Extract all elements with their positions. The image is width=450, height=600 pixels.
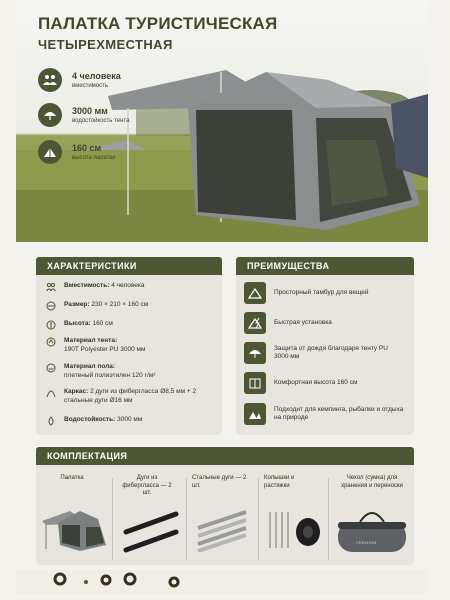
characteristics-card xyxy=(36,275,222,435)
char-value: 190T Polyester PU 3000 мм xyxy=(64,345,146,353)
spec-height-value: 160 см xyxy=(72,143,102,153)
fiberglass-poles-image xyxy=(120,510,182,554)
people-icon xyxy=(38,68,62,92)
char-row-height xyxy=(46,320,113,330)
adv-row-camping xyxy=(244,403,409,425)
product-title-line1: ПАЛАТКА ТУРИСТИЧЕСКАЯ xyxy=(38,14,278,33)
char-value: 4 человека xyxy=(111,282,145,289)
char-label: Материал пола: xyxy=(64,363,116,370)
spec-waterproof-value: 3000 мм xyxy=(72,106,108,116)
tent-height-icon xyxy=(38,140,62,164)
frame-icon xyxy=(46,388,56,398)
char-value: плетеный полиэтилен 120 г/м² xyxy=(64,371,156,379)
adv-text: Комфортная высота 160 см xyxy=(274,378,358,386)
adv-row-quick xyxy=(244,312,332,334)
adv-text: Подходит для кемпинга, рыбалки и отдыха на природе xyxy=(274,405,404,421)
steel-poles-image xyxy=(194,508,252,552)
kit-label: Стальные дуги — 2 шт. xyxy=(192,475,247,489)
kit-header: КОМПЛЕКТАЦИЯ xyxy=(36,447,414,465)
tent-vestibule-icon xyxy=(244,282,266,304)
char-row-waterproof xyxy=(46,416,142,426)
adv-row-rain xyxy=(244,342,404,364)
spec-waterproof xyxy=(38,103,129,127)
adv-row-vestibule xyxy=(244,282,394,304)
advantages-card xyxy=(236,275,414,435)
drop-icon xyxy=(46,416,56,426)
product-title-line2: ЧЕТЫРЕХМЕСТНАЯ xyxy=(38,37,173,52)
adv-text: Просторный тамбур для вещей xyxy=(274,288,369,296)
char-label: Размер: xyxy=(64,301,90,308)
char-row-size xyxy=(46,301,148,311)
kit-item-steel xyxy=(192,475,252,490)
kit-label: Палатка xyxy=(60,475,84,481)
pegs-ropes-image xyxy=(264,508,326,554)
char-label: Каркас: xyxy=(64,388,89,395)
char-label: Высота: xyxy=(64,320,91,327)
advantages-header: ПРЕИМУЩЕСТВА xyxy=(236,257,414,275)
hero-banner xyxy=(16,0,428,242)
kit-item-bag xyxy=(334,475,410,490)
bag-brand-text: VERGOIN xyxy=(356,540,377,545)
spec-capacity-label: вместимость xyxy=(72,83,109,89)
char-label: Водостойкость: xyxy=(64,416,116,423)
char-row-fabric xyxy=(46,337,206,354)
fabric-icon xyxy=(46,337,56,347)
kit-label: Дуги из фибергласса — 2 шт. xyxy=(122,475,172,496)
bottom-strip xyxy=(16,570,428,594)
people-icon xyxy=(46,282,56,292)
height-icon xyxy=(46,320,56,330)
bag-image xyxy=(334,500,410,556)
rain-protect-icon xyxy=(244,342,266,364)
camping-icon xyxy=(244,403,266,425)
spec-waterproof-label: водостойкость тента xyxy=(72,118,130,124)
spec-capacity-value: 4 человека xyxy=(72,71,121,81)
char-row-floor xyxy=(46,363,206,380)
adv-row-height xyxy=(244,372,357,394)
kit-divider xyxy=(186,478,187,560)
char-value: 2 дуги из фибергласса Ø8,5 мм + 2 стальные дуги Ø16 мм xyxy=(64,388,197,404)
rain-icon xyxy=(38,103,62,127)
char-label: Материал тента: xyxy=(64,337,118,344)
char-label: Вместимость: xyxy=(64,282,110,289)
decor-rings xyxy=(16,570,428,594)
quick-setup-icon xyxy=(244,312,266,334)
kit-divider xyxy=(258,478,259,560)
char-value: 230 × 210 × 160 см xyxy=(91,301,149,308)
adv-text: Защита от дождя благодаря тенту PU 3000 мм xyxy=(274,344,388,360)
comfort-height-icon xyxy=(244,372,266,394)
kit-label: Колышки и растяжки xyxy=(264,475,295,489)
adv-text: Быстрая установка xyxy=(274,318,332,326)
floor-icon xyxy=(46,363,56,373)
char-row-frame xyxy=(46,388,216,405)
kit-item-fiberglass xyxy=(118,475,176,498)
kit-item-pegs xyxy=(264,475,320,490)
kit-item-tent xyxy=(50,475,94,483)
ruler-icon xyxy=(46,301,56,311)
spec-capacity xyxy=(38,68,121,92)
kit-label: Чехол (сумка) для хранения и переноски xyxy=(341,475,403,489)
char-value: 160 см xyxy=(92,320,113,327)
tent-image xyxy=(40,505,110,553)
char-row-capacity xyxy=(46,282,145,292)
characteristics-header: ХАРАКТЕРИСТИКИ xyxy=(36,257,222,275)
char-value: 3000 мм xyxy=(117,416,143,423)
kit-divider xyxy=(112,478,113,560)
spec-height-label: высота палатки xyxy=(72,155,116,161)
kit-divider xyxy=(328,478,329,560)
spec-height xyxy=(38,140,115,164)
